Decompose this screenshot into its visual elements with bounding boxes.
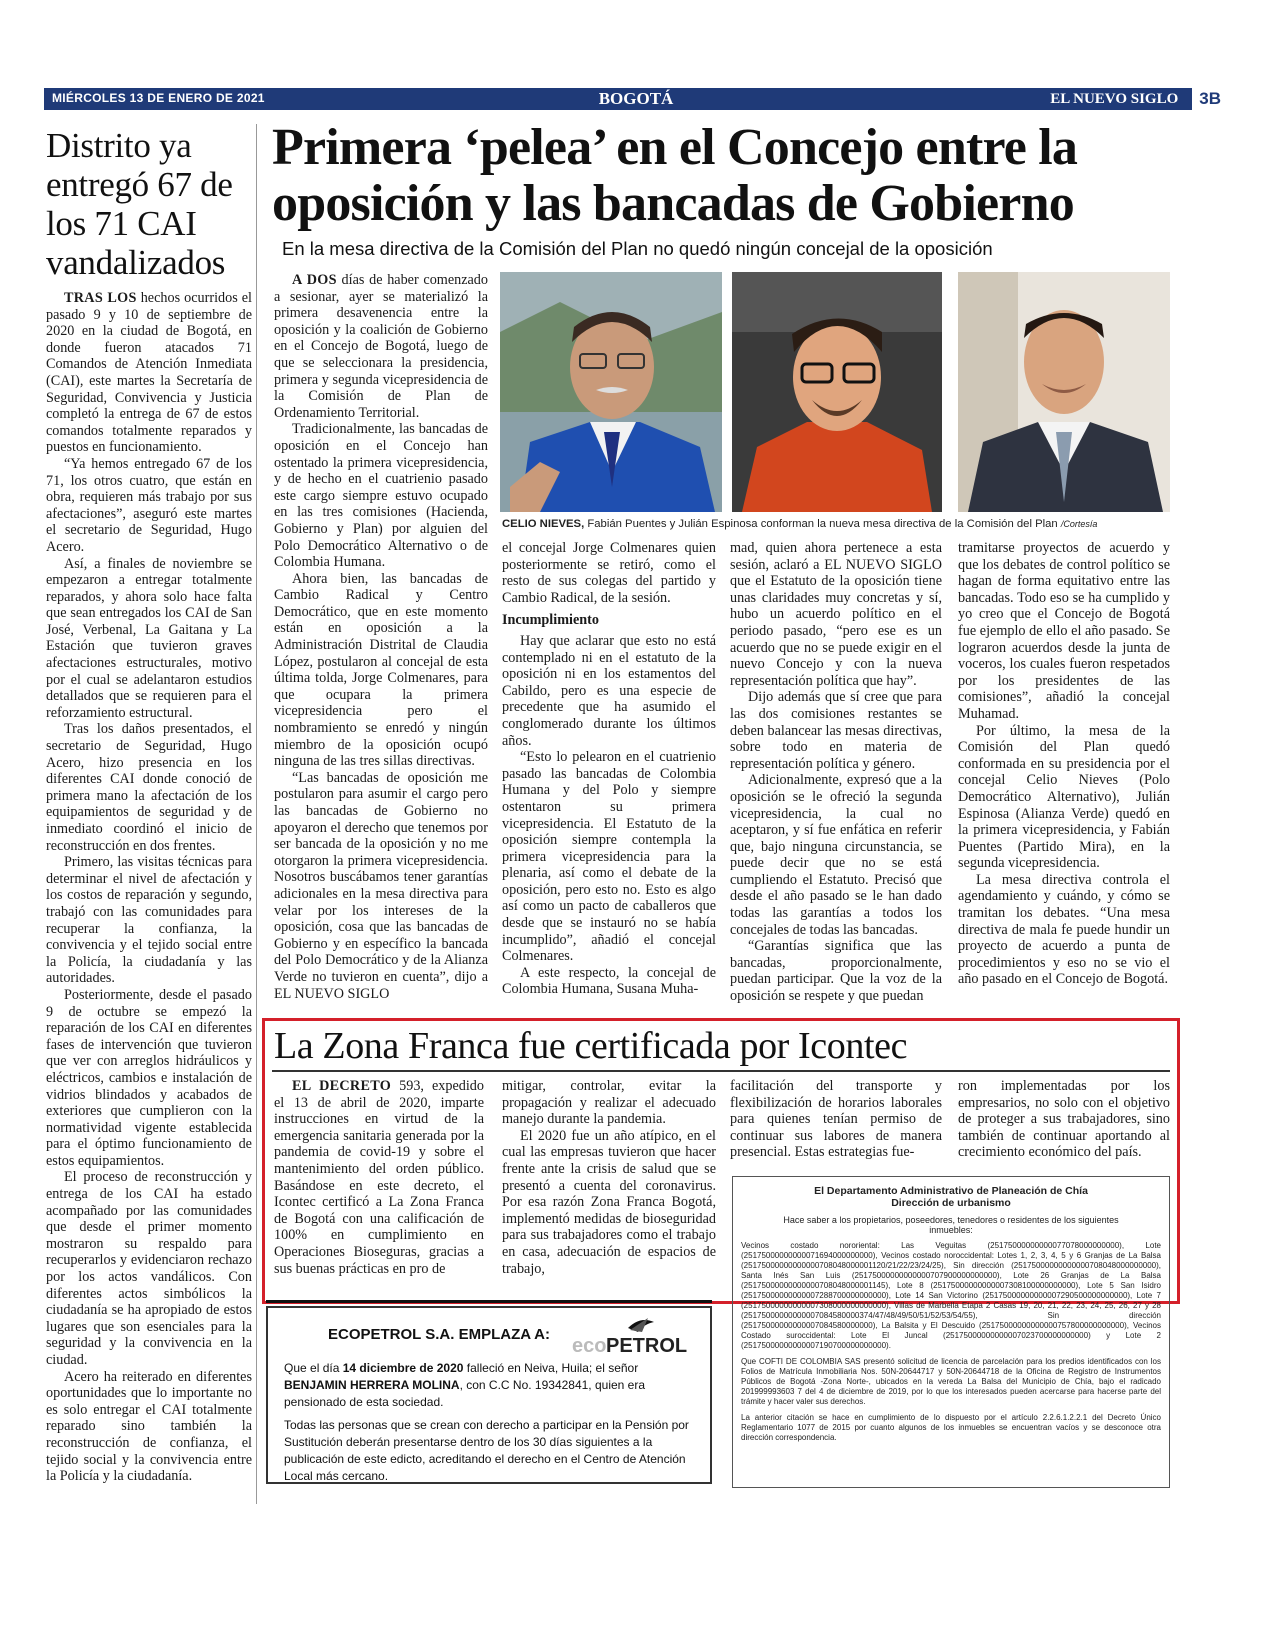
chia-body: Vecinos costado nororiental: Las Veguitas (25175000000000077078000000000), Lote (25175000000000071694000000000), Vecinos costado noroccidental: Lotes 1, 2, 3, 4, 5 y 6 Granjas de La Balsa (25175000000000000708048000001120/21/22/23/24/25), Sin dirección (25175000000000000708048000000000), Santa Inés San Luis (25175000000000000707900000000000), Lote 26 Granjas de La Balsa (25175000000000000708048000001145), Lote 8 (25175000000000007308100000000000), Lote 5 San Isidro (25175000000000007288700000000000), Lote 14 San Victorino (25175000000000007290500000000000), Lote 7 (25175000000000007308000000000000), Villas de Marbella Etapa 2 Casas 19, 20, 21, 22, 23, 24, 25, 26, 27 y 28 (25175000000000007084580000374/47/48/49/50/51/52/53/54/55), Sin dirección (25175000000000007084580000000), La Balsita y El Descuido (25175000000000000757800000000000), Vecinos Costado suroccidental: Lote El Juncal (25175000000000007023700000000000) y Lote 2 (25175000000000007190700000000000).	[741, 1241, 1161, 1350]
text-run: falleció en Neiva, Huila; el señor	[463, 1361, 639, 1375]
main-paragraph: Por último, la mesa de la Comisión del Plan quedó conformada en su presidencia por el concejal Celio Nieves (Polo Democrático Alternativo), Julián Espinosa (Alianza Verde) quedó en la primera vicepresidencia, y Fabián Puentes (Partido Mira), en la segunda vicepresidencia.	[958, 722, 1170, 872]
left-story-paragraph: Primero, las visitas técnicas para determinar el nivel de afectación y los costos de reparación y segundo, trabajó con las comunidades para recuperar la confianza, la convivencia y el tejido social entre la Policía, la ciudadanía y las autoridades.	[46, 854, 252, 987]
text-run: Que el día	[284, 1361, 343, 1375]
chia-body: Que COFTI DE COLOMBIA SAS presentó solicitud de licencia de parcelación para los predios identificados con los Folios de Matrícula Inmobiliaria Nos. 50N-20644717 y 50N-20644718 de la Oficina de Registro de Instrumentos Públicos de Bogotá -Zona Norte-, ubicados en la vereda La Balsa del Municipio de Chía, bajo el radicado 201999993603 7 del 4 de diciembre de 2019, por lo que los interesados pueden acercarse para hacerse parte del trámite y hacer valer sus derechos.	[741, 1357, 1161, 1406]
chia-legal-notice	[732, 1176, 1170, 1488]
main-paragraph: mad, quien ahora pertenece a esta sesión, aclaró a EL NUEVO SIGLO que el Estatuto de la oposición tiene unas claridades muy concretas y sí, hubo un acuerdo político en el periodo pasado, “pero ese es un acuerdo que no se puede exigir en el nuevo Concejo y con la nueva representación política que hay”.	[730, 540, 942, 689]
page-header-bar	[44, 88, 1228, 110]
text-run: , con C.C No. 19342841, quien era pensionado de esta sociedad.	[284, 1378, 646, 1409]
zona-franca-paragraph: facilitación del transporte y flexibilización de horarios laborales para quienes tenían permiso de continuar sus labores de manera presencial. Estas estrategias fue-	[730, 1078, 942, 1161]
main-headline: Primera ‘pelea’ en el Concejo entre la oposición y las bancadas de Gobierno	[272, 119, 1078, 232]
person-name: BENJAMIN HERRERA MOLINA	[284, 1378, 460, 1392]
section-subhead: Incumplimiento	[502, 612, 599, 629]
main-paragraph: días de haber comenzado a sesionar, ayer se materializó la primera desavenencia entre la oposición y la coalición de Gobierno en el Concejo de Bogotá, luego de que se seleccionara la presidencia, primera y segunda vicepresidencia de la Comisión de Plan de Ordenamiento Territorial.	[274, 272, 488, 421]
main-column-3	[730, 540, 942, 1005]
section-title: BOGOTÁ	[598, 89, 674, 108]
main-paragraph: “Garantías significa que las bancadas, proporcionalmente, puedan participar. Que la voz de la oposición se respete y que puedan	[730, 938, 942, 1005]
main-paragraph: Hay que aclarar que esto no está contemplado ni en el estatuto de la oposición ni en los estamentos del Cabildo, pero es una especie de precedente que ha asumido el conglomerado durante los últimos años.	[502, 632, 716, 749]
left-story-paragraph: Posteriormente, desde el pasado 9 de octubre se empezó la reparación de los CAI en diferentes fases de intervención que tuvieron que ver con arreglos hidráulicos y eléctricos, cambios e instalación de vidrios blindados y acabados de exteriores que cumplieron con la normatividad vigente establecida para el óptimo funcionamiento de estos equipamientos.	[46, 986, 252, 1169]
column-divider	[256, 124, 257, 1504]
main-column-4	[958, 540, 1170, 988]
zona-franca-column-1	[274, 1078, 484, 1277]
left-story-paragraph: El proceso de reconstrucción y entrega de los CAI ha estado acompañado por las comunidades que desde el primer momento mostraron su respaldo para recuperarlos y evidenciaron rechazo por los actos vandálicos. Con diferentes actos simbólicos la ciudadanía se ha apropiado de estos lugares que son esenciales para la seguridad y la convivencia en la ciudad.	[46, 1169, 252, 1368]
notice-top-rule	[266, 1300, 712, 1303]
chia-body: La anterior citación se hace en cumplimiento de lo dispuesto por el artículo 2.2.6.1.2.2.1 del Decreto Único Reglamentario 1077 de 2015 por cuanto algunos de los inmuebles se encuentran vacíos y se desconoce otra dirección correspondencia.	[741, 1413, 1161, 1442]
left-story-headline: Distrito ya entregó 67 de los 71 CAI vandalizados	[46, 126, 233, 282]
caption-credit: /Cortesía	[1060, 519, 1098, 529]
main-subheadline: En la mesa directiva de la Comisión del Plan no quedó ningún concejal de la oposición	[282, 238, 993, 259]
main-paragraph: “Esto lo pelearon en el cuatrienio pasado las bancadas de Colombia Humana y del Polo y siempre ostentaron su primera vicepresidencia. El Estatuto de la oposición siempre contempla la primera vicepresidencia para la plenaria, así como el debate de la oposición, pero esto no. Esto es algo así como un pacto de caballeros que desde que se instauró no se había incumplido”, añadió el concejal Colmenares.	[502, 749, 716, 965]
photo-caption	[502, 518, 1222, 530]
left-story-lead: TRAS LOS	[64, 290, 137, 306]
main-column-1	[274, 272, 488, 1002]
main-paragraph: Adicionalmente, expresó que a la oposición se le ofreció la segunda vicepresidencia, la cual no aceptaron, y sí fue enfática en referir que, bajo ninguna circunstancia, se puede decir que no se está cumpliendo el Estatuto. Precisó que desde el año pasado se le han dado todas las garantías a todos los concejales de todas las bancadas.	[730, 772, 942, 938]
photo-celio-nieves	[500, 272, 722, 512]
zona-franca-paragraph: ron implementadas por los empresarios, no solo con el objetivo de proteger a sus trabajadores, sino también de continuar aportando al crecimiento económico del país.	[958, 1078, 1170, 1161]
zona-franca-column-3	[730, 1078, 942, 1161]
publication-name: EL NUEVO SIGLO	[1050, 90, 1179, 107]
main-paragraph: Ahora bien, las bancadas de Cambio Radical y Centro Democrático, que en este momento están en oposición a la Administración Distrital de Claudia López, postularon al concejal de esta última tolda, Jorge Colmenares, para que ocupara la primera vicepresidencia pero el nombramiento se enredó y ningún miembro de la oposición ocupó ninguna de las tres sillas directivas.	[274, 570, 488, 770]
svg-text:eco: eco	[572, 1335, 607, 1356]
zona-franca-paragraph: El 2020 fue un año atípico, en el cual las empresas tuvieron que hacer frente ante la crisis de salud que se presentó a cuenta del coronavirus. Por esa razón Zona Franca Bogotá, implementó medidas de bioseguridad para sus trabajadores como el trabajo en casa, adecuación de espacios de trabajo,	[502, 1127, 716, 1277]
chia-title: El Departamento Administrativo de Planeación de Chía	[814, 1185, 1088, 1197]
main-paragraph: Dijo además que sí cree que para las dos comisiones restantes se deben balancear las mesas directivas, sobre todo en materia de representación política y género.	[730, 689, 942, 772]
ecopetrol-notice-body	[284, 1360, 696, 1491]
zona-franca-column-4	[958, 1078, 1170, 1161]
left-story-paragraph: hechos ocurridos el pasado 9 y 10 de septiembre de 2020 en la ciudad de Bogotá, en donde fueron atacados 71 Comandos de Atención Inmediata (CAI), este martes la Secretaría de Seguridad, Convivencia y Justicia completó la entrega de 67 de estos comandos totalmente reparados y puestos en funcionamiento.	[46, 290, 252, 456]
main-paragraph: “Las bancadas de oposición me postularon para asumir el cargo pero las bancadas de Gobierno no apoyaron el derecho que tenemos por ser bancada de la oposición y no me otorgaron la primera vicepresidencia. Nosotros buscábamos tener garantías adicionales en la mesa directiva para velar por los intereses de la oposición, cosa que las bancadas de Gobierno y en específico la bancada del Polo Democrático y de la Alianza Verde no tuvieron en cuenta”, dijo a EL NUEVO SIGLO	[274, 769, 488, 1002]
zona-franca-paragraph: mitigar, controlar, evitar la propagación y realizar el adecuado manejo durante la pandemia.	[502, 1078, 716, 1128]
caption-text: Fabián Puentes y Julián Espinosa conforman la nueva mesa directiva de la Comisión del Plan	[584, 518, 1058, 530]
zona-franca-paragraph: 593, expedido el 13 de abril de 2020, imparte instrucciones en virtud de la emergencia sanitaria generada por la pandemia de covid-19 y sobre el mantenimiento del orden público. Basándose en este decreto, el Icontec certificó a La Zona Franca de Bogotá con una calificación de 100% en cumplimiento en Operaciones Bioseguras, gracias a sus buenas prácticas en pro de	[274, 1078, 484, 1277]
main-column-2	[502, 540, 716, 998]
left-story-body	[46, 290, 252, 1485]
main-paragraph: La mesa directiva controla el agendamiento y cuándo, y cómo se tramitan los debates. “Una mesa directiva de mala fe puede hundir un proyecto de acuerdo a punta de procedimientos y eso no se vio el año pasado en el Concejo de Bogotá.	[958, 871, 1170, 988]
main-paragraph: A este respecto, la concejal de Colombia Humana, Susana Muha-	[502, 964, 716, 998]
zona-franca-headline: La Zona Franca fue certificada por Icontec	[274, 1025, 908, 1067]
ecopetrol-notice-title: ECOPETROL S.A. EMPLAZA A:	[328, 1326, 550, 1343]
header-right	[1050, 88, 1228, 110]
page-number: 3B	[1192, 88, 1228, 110]
zona-franca-rule	[272, 1070, 1170, 1072]
main-paragraph: tramitarse proyectos de acuerdo y que los debates de control político se hagan de forma equitativo entre las bancadas. Todo eso se ha cumplido y yo creo que el Concejo de Bogotá fue ejemplo de ello el año pasado. Se lograron acuerdos desde la junta de voceros, los cuales fueron respetados por los presidentes de las comisiones”, añadió la concejal Muhamad.	[958, 540, 1170, 722]
date-text: 14 diciembre de 2020	[342, 1361, 464, 1375]
left-story-paragraph: “Ya hemos entregado 67 de los 71, los otros cuatro, que están en obra, requieren más trabajo por sus afectaciones”, aseguró este martes el secretario de Seguridad, Hugo Acero.	[46, 455, 252, 555]
left-story-paragraph: Tras los daños presentados, el secretario de Seguridad, Hugo Acero, hizo presencia en los diferentes CAI donde conoció de primera mano la afectación de los equipamientos de seguridad y de inmediato coordinó el inicio de reconstrucción en dos frentes.	[46, 721, 252, 854]
left-story-paragraph: Acero ha reiterado en diferentes oportunidades que lo importante no es solo entregar el CAI totalmente reparado sino también la reconstrucción de confianza, el tejido social y la convivencia entre la Policía y la ciudadanía.	[46, 1368, 252, 1485]
header-date: MIÉRCOLES 13 DE ENERO DE 2021	[52, 91, 265, 105]
chia-intro: Hace saber a los propietarios, poseedores, tenedores o residentes de los siguientes inmuebles:	[783, 1215, 1119, 1235]
left-story-paragraph: Así, a finales de noviembre se empezaron a entregar totalmente reparados, y ahora solo hace falta que sean entregados los CAI de San José, Verbenal, La Gaitana y La Estación que tuvieron graves afectaciones estructurales, motivo por el cual se adelantaron estudios detallados que se requieren para el reforzamiento estructural.	[46, 555, 252, 721]
main-paragraph: el concejal Jorge Colmenares quien posteriormente se retiró, como el resto de sus colegas del partido y Cambio Radical, de la sesión.	[502, 540, 716, 606]
photo-julian-espinosa	[958, 272, 1170, 512]
main-lead: A DOS	[292, 272, 337, 288]
ecopetrol-logo	[568, 1316, 698, 1356]
chia-subtitle: Dirección de urbanismo	[891, 1197, 1011, 1209]
ecopetrol-paragraph: Todas las personas que se crean con derecho a participar en la Pensión por Sustitución deberán presentarse dentro de los 30 días siguientes a la publicación de este edicto, acreditando el derecho en el Centro de Atención Local más cercano.	[284, 1418, 689, 1483]
svg-text:PETROL: PETROL	[606, 1335, 688, 1356]
zona-franca-column-2	[502, 1078, 716, 1277]
caption-names: CELIO NIEVES,	[502, 518, 585, 530]
ecopetrol-legal-notice	[266, 1306, 712, 1484]
zona-franca-lead: EL DECRETO	[292, 1078, 392, 1094]
photo-fabian-puentes	[732, 272, 942, 512]
ecopetrol-paragraph	[284, 1360, 696, 1411]
main-paragraph: Tradicionalmente, las bancadas de oposición en el Concejo han ostentado la primera vicepresidencia, y de hecho en el cuatrienio pasado este cargo siempre estuvo ocupado en las tres comisiones (Hacienda, Gobierno y Plan) por alguien del Polo Democrático Alternativo o de Colombia Humana.	[274, 421, 488, 571]
